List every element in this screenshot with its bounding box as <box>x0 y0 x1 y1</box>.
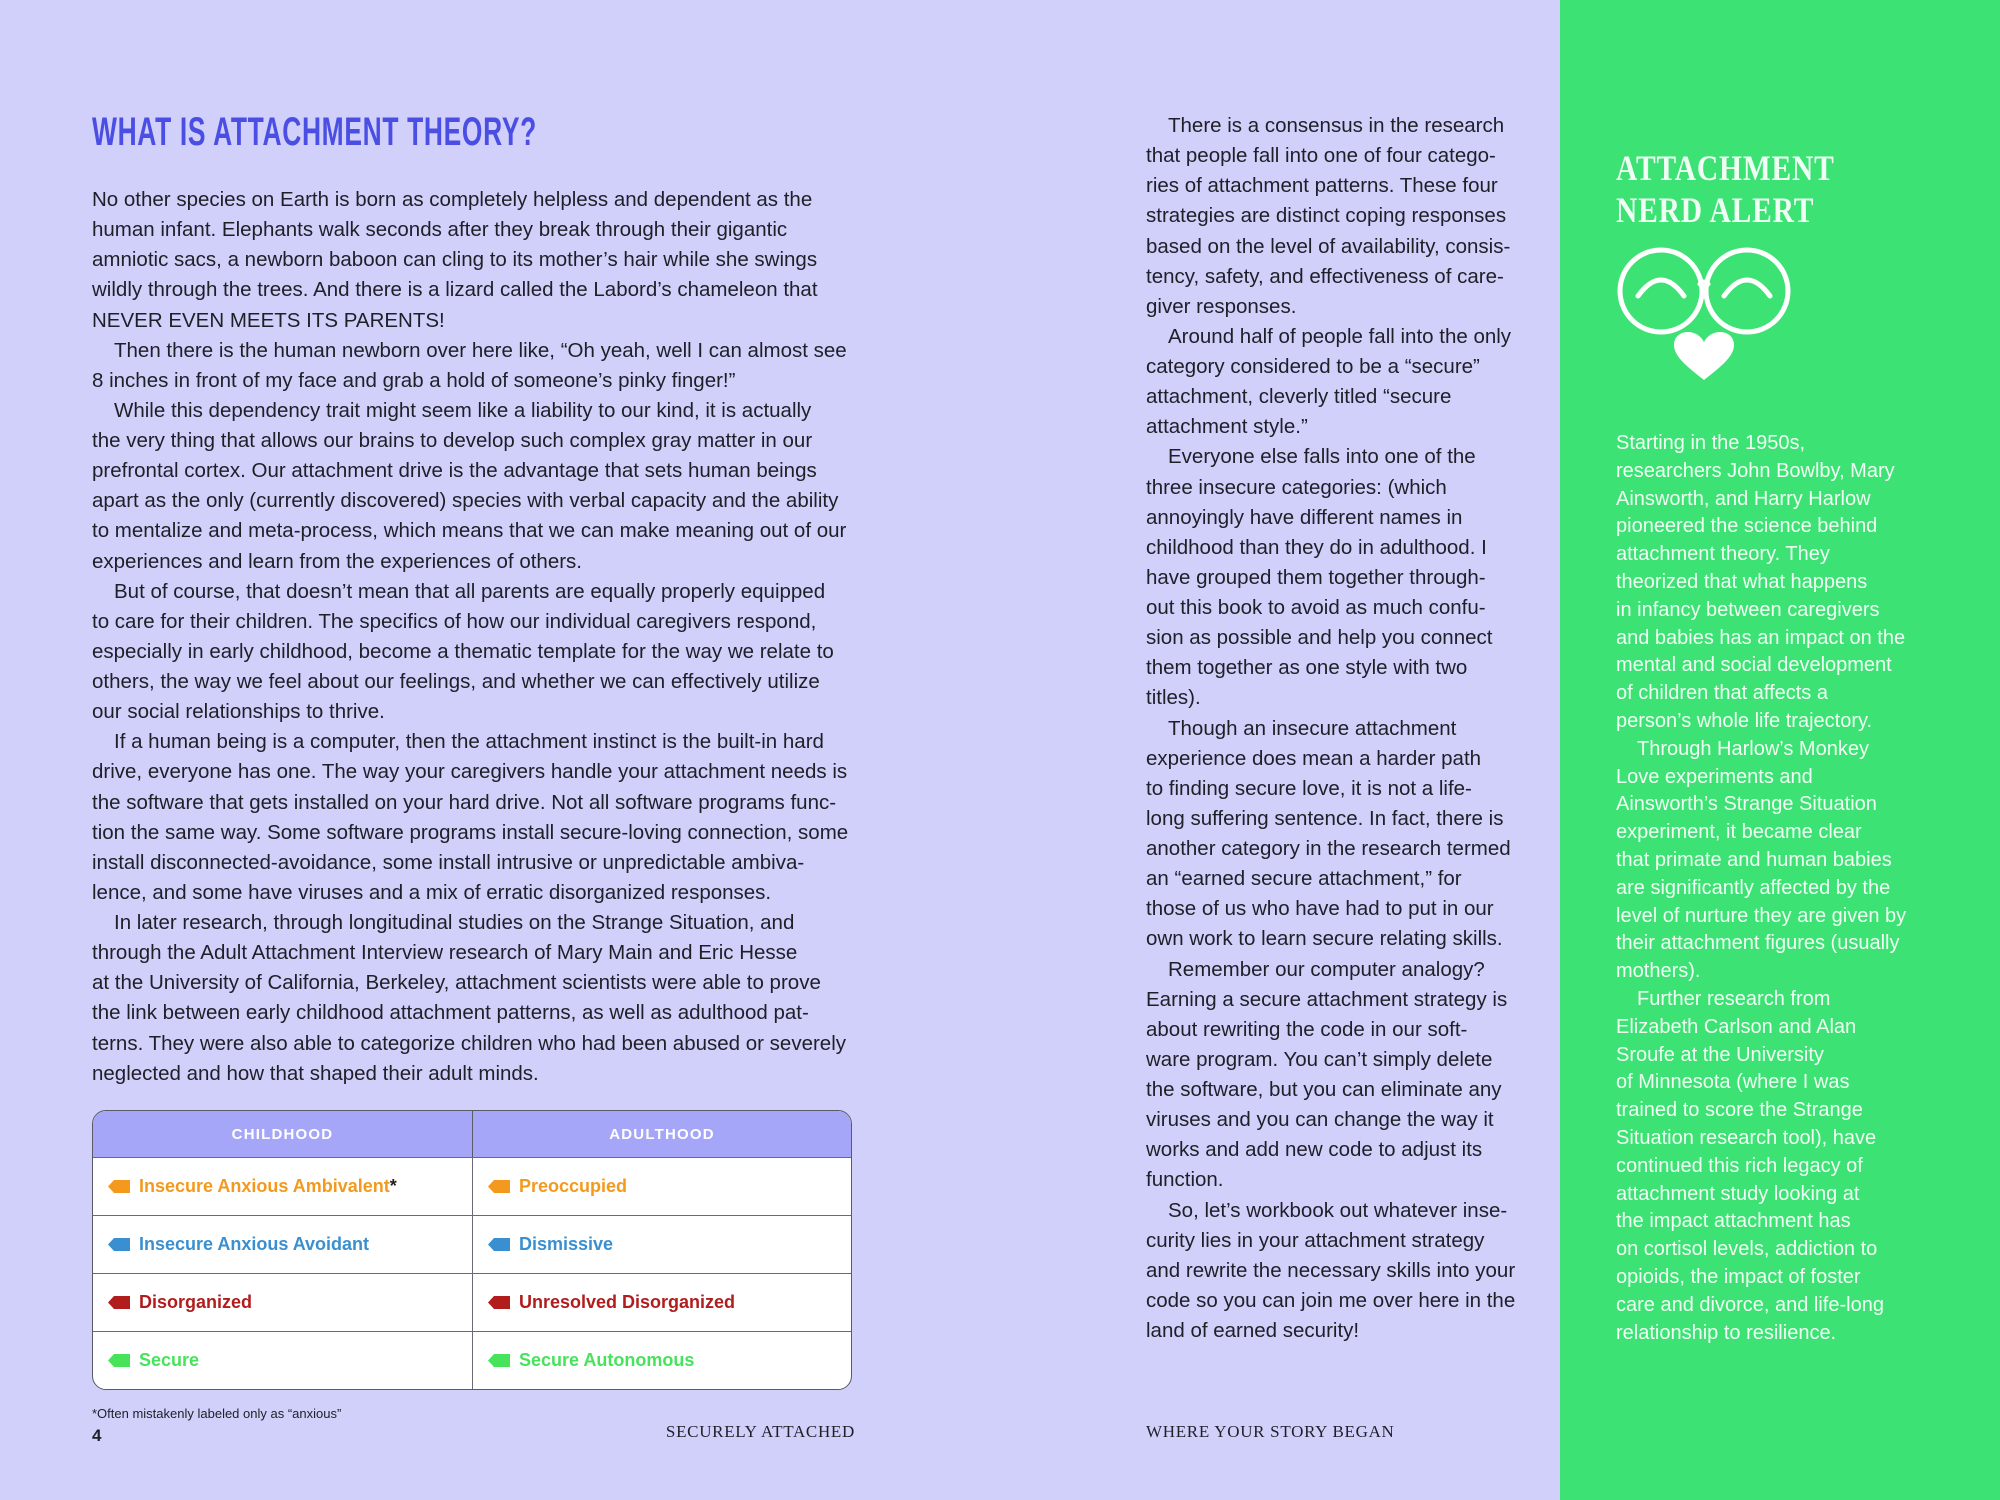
text-line: land of earned security! <box>1146 1319 1360 1342</box>
text-line: three insecure categories: (which <box>1146 475 1447 499</box>
tag-icon <box>488 1238 510 1251</box>
table-row <box>93 1215 851 1273</box>
text-line: drive, everyone has one. The way your caregivers handle your attachment needs is <box>92 760 848 784</box>
text-line: their attachment figures (usually <box>1616 932 1900 955</box>
text-line: Starting in the 1950s, <box>1616 432 1806 454</box>
text-line: others, the way we feel about our feelings, and whether we can effectively utilize <box>92 670 820 693</box>
body-paragraph <box>92 396 862 577</box>
text-line: continued this rich legacy of <box>1616 1154 1863 1177</box>
text-line: wildly through the trees. And there is a lizard called the Labord’s chameleon that <box>92 278 818 302</box>
body-paragraph <box>1146 442 1546 713</box>
text-line: in infancy between caregivers <box>1616 598 1880 621</box>
text-line: childhood than they do in adulthood. I <box>1146 535 1487 559</box>
text-line: Then there is the human newborn over here like, “Oh yeah, well I can almost see <box>114 338 847 362</box>
sidebar-title-line: NERD ALERT <box>1616 190 1815 230</box>
text-line: mental and social development <box>1616 654 1892 677</box>
text-line: Ainsworth’s Strange Situation <box>1616 793 1877 816</box>
table-header-row <box>93 1111 851 1157</box>
text-line: the impact attachment has <box>1616 1210 1851 1233</box>
text-line: works and add new code to adjust its <box>1146 1138 1483 1162</box>
text-line: pioneered the science behind <box>1616 515 1878 538</box>
text-line: the link between early childhood attachment patterns, as well as adulthood pat- <box>92 1001 809 1025</box>
text-line: annoyingly have different names in <box>1146 505 1463 529</box>
heart-icon <box>1674 332 1734 380</box>
body-paragraph <box>1616 736 1956 986</box>
adulthood-label: Dismissive <box>519 1234 614 1254</box>
table-row <box>93 1331 851 1389</box>
text-line: Everyone else falls into one of the <box>1168 445 1476 469</box>
text-line: strategies are distinct coping responses <box>1146 204 1507 228</box>
body-paragraph <box>1146 955 1546 1196</box>
text-line: Love experiments and <box>1616 765 1813 788</box>
text-line: terns. They were also able to categorize children who had been abused or severely <box>92 1031 847 1055</box>
text-line: tion the same way. Some software programs install secure-loving connection, some <box>92 820 849 844</box>
text-line: and rewrite the necessary skills into your <box>1146 1258 1516 1282</box>
attachment-styles-table <box>92 1110 852 1390</box>
text-line: to finding secure love, it is not a life- <box>1146 776 1472 800</box>
adulthood-label: Unresolved Disorganized <box>519 1292 736 1312</box>
text-line: viruses and you can change the way it <box>1146 1108 1494 1132</box>
body-paragraph <box>92 336 862 396</box>
text-line: If a human being is a computer, then the attachment instinct is the built-in hard <box>114 730 824 754</box>
body-paragraph <box>92 727 862 908</box>
adulthood-cell <box>472 1274 851 1331</box>
text-line: amniotic sacs, a newborn baboon can cling to its mother’s hair while she swings <box>92 248 818 272</box>
text-line: have grouped them together through- <box>1146 565 1486 589</box>
text-line: category considered to be a “secure” <box>1146 355 1480 378</box>
childhood-label: Insecure Anxious Ambivalent <box>139 1176 390 1196</box>
childhood-column-header: CHILDHOOD <box>231 1125 334 1143</box>
body-paragraph <box>1616 986 1956 1347</box>
text-line: experiences and learn from the experiences of others. <box>92 549 582 573</box>
text-line: based on the level of availability, consis- <box>1146 234 1511 258</box>
text-line: giver responses. <box>1146 294 1297 318</box>
text-line: Ainsworth, and Harry Harlow <box>1616 487 1871 510</box>
text-line: 8 inches in front of my face and grab a hold of someone’s pinky finger!” <box>92 368 736 392</box>
text-line: ries of attachment patterns. These four <box>1146 174 1498 198</box>
text-line: apart as the only (currently discovered) species with verbal capacity and the ability <box>92 489 839 513</box>
text-line: Elizabeth Carlson and Alan <box>1616 1015 1857 1038</box>
text-line: But of course, that doesn’t mean that all parents are equally properly equipped <box>114 579 826 603</box>
text-line: function. <box>1146 1168 1224 1192</box>
text-line: that primate and human babies <box>1616 848 1892 871</box>
body-paragraph <box>1146 714 1546 955</box>
body-paragraph <box>92 185 862 336</box>
childhood-cell <box>93 1216 472 1273</box>
adulthood-cell <box>472 1158 851 1215</box>
text-line: While this dependency trait might seem like a liability to our kind, it is actually <box>114 398 812 422</box>
text-line: Earning a secure attachment strategy is <box>1146 987 1508 1011</box>
glasses-icon <box>1620 250 1788 332</box>
text-line: another category in the research termed <box>1146 837 1511 860</box>
text-line: relationship to resilience. <box>1616 1321 1837 1344</box>
text-line: the very thing that allows our brains to develop such complex gray matter in our <box>92 429 813 452</box>
text-line: theorized that what happens <box>1616 570 1868 593</box>
text-line: through the Adult Attachment Interview research of Mary Main and Eric Hesse <box>92 941 798 965</box>
tag-icon <box>108 1238 130 1251</box>
footnote-marker: * <box>389 1176 397 1196</box>
text-line: to care for their children. The specifics of how our individual caregivers respond, <box>92 609 817 633</box>
body-column-right <box>1146 111 1546 1346</box>
adulthood-label: Secure Autonomous <box>519 1350 695 1370</box>
text-line: long suffering sentence. In fact, there is <box>1146 806 1504 830</box>
adulthood-label: Preoccupied <box>519 1176 628 1196</box>
text-line: curity lies in your attachment strategy <box>1146 1228 1485 1252</box>
text-line: install disconnected-avoidance, some install intrusive or unpredictable ambiva- <box>92 850 805 874</box>
text-line: especially in early childhood, become a thematic template for the way we relate to <box>92 639 834 663</box>
text-line: attachment study looking at <box>1616 1182 1860 1205</box>
table-row <box>93 1157 851 1215</box>
text-line: Further research from <box>1637 987 1831 1010</box>
text-line: experiment, it became clear <box>1616 821 1862 844</box>
text-line: out this book to avoid as much confu- <box>1146 596 1486 619</box>
text-line: No other species on Earth is born as completely helpless and dependent as the <box>92 188 813 211</box>
text-line: level of nurture they are given by <box>1616 904 1907 927</box>
text-line: code so you can join me over here in the <box>1146 1288 1516 1312</box>
text-line: an “earned secure attachment,” for <box>1146 867 1462 891</box>
childhood-label: Disorganized <box>139 1292 253 1312</box>
body-paragraph <box>92 908 862 1089</box>
text-line: attachment theory. They <box>1616 543 1830 566</box>
text-line: of Minnesota (where I was <box>1616 1071 1850 1094</box>
text-line: trained to score the Strange <box>1616 1099 1863 1122</box>
childhood-label: Secure <box>139 1350 200 1370</box>
childhood-cell <box>93 1274 472 1331</box>
body-paragraph <box>1616 430 1956 736</box>
body-column-left <box>92 185 862 1089</box>
text-line: to mentalize and meta-process, which means that we can make meaning out of our <box>92 519 847 543</box>
text-line: tency, safety, and effectiveness of care- <box>1146 264 1504 288</box>
text-line: ware program. You can’t simply delete <box>1146 1047 1493 1071</box>
text-line: care and divorce, and life-long <box>1616 1293 1884 1316</box>
text-line: our social relationships to thrive. <box>92 700 385 724</box>
childhood-label: Insecure Anxious Avoidant <box>139 1234 370 1254</box>
text-line: NEVER EVEN MEETS ITS PARENTS! <box>92 308 445 332</box>
body-paragraph <box>1146 322 1546 443</box>
table-row <box>93 1273 851 1331</box>
text-line: attachment, cleverly titled “secure <box>1146 385 1452 409</box>
tag-icon <box>108 1180 130 1193</box>
text-line: and babies has an impact on the <box>1616 626 1906 649</box>
page-title: WHAT IS ATTACHMENT THEORY? <box>92 110 537 154</box>
text-line: Remember our computer analogy? <box>1168 957 1485 981</box>
text-line: lence, and some have viruses and a mix of erratic disorganized responses. <box>92 880 772 904</box>
text-line: them together as one style with two <box>1146 656 1468 680</box>
tag-icon <box>488 1180 510 1193</box>
text-line: the software that gets installed on your hard drive. Not all software programs func- <box>92 790 837 814</box>
text-line: human infant. Elephants walk seconds after they break through their gigantic <box>92 218 788 242</box>
adulthood-column-header: ADULTHOOD <box>472 1111 851 1157</box>
body-paragraph <box>92 577 862 728</box>
text-line: on cortisol levels, addiction to <box>1616 1238 1878 1261</box>
text-line: opioids, the impact of foster <box>1616 1265 1861 1288</box>
text-line: are significantly affected by the <box>1616 876 1891 899</box>
tag-icon <box>488 1296 510 1309</box>
text-line: Situation research tool), have <box>1616 1126 1877 1149</box>
text-line: titles). <box>1146 686 1201 710</box>
text-line: researchers John Bowlby, Mary <box>1616 459 1895 482</box>
text-line: sion as possible and help you connect <box>1146 626 1493 650</box>
text-line: those of us who have had to put in our <box>1146 897 1494 921</box>
tag-icon <box>108 1296 130 1309</box>
body-paragraph <box>1146 1196 1546 1347</box>
text-line: experience does mean a harder path <box>1146 746 1482 770</box>
adulthood-cell <box>472 1216 851 1273</box>
text-line: attachment style.” <box>1146 415 1308 439</box>
childhood-cell <box>93 1158 472 1215</box>
text-line: person’s whole life trajectory. <box>1616 709 1873 732</box>
text-line: Through Harlow’s Monkey <box>1637 737 1869 760</box>
text-line: In later research, through longitudinal studies on the Strange Situation, and <box>114 911 795 934</box>
text-line: prefrontal cortex. Our attachment drive is the advantage that sets human beings <box>92 459 817 483</box>
text-line: neglected and how that shaped their adult minds. <box>92 1061 539 1085</box>
text-line: at the University of California, Berkeley, attachment scientists were able to prove <box>92 971 821 995</box>
sidebar-body <box>1616 430 1956 1347</box>
body-paragraph <box>1146 111 1546 322</box>
running-head-right: WHERE YOUR STORY BEGAN <box>1146 1422 1395 1441</box>
page-number: 4 <box>92 1426 102 1445</box>
text-line: the software, but you can eliminate any <box>1146 1078 1502 1101</box>
text-line: mothers). <box>1616 960 1701 983</box>
text-line: about rewriting the code in our soft- <box>1146 1017 1468 1041</box>
childhood-cell <box>93 1332 472 1389</box>
adulthood-cell <box>472 1332 851 1389</box>
sidebar-title-line: ATTACHMENT <box>1616 148 1835 188</box>
text-line: There is a consensus in the research <box>1168 114 1505 137</box>
glasses-heart-icon <box>1616 244 1806 389</box>
text-line: Though an insecure attachment <box>1168 716 1457 740</box>
text-line: own work to learn secure relating skills. <box>1146 927 1503 951</box>
sidebar-title <box>1616 147 1835 231</box>
table-footnote: *Often mistakenly labeled only as “anxious” <box>92 1406 342 1421</box>
running-head-left: SECURELY ATTACHED <box>665 1422 855 1441</box>
text-line: of children that affects a <box>1616 682 1828 705</box>
tag-icon <box>488 1354 510 1367</box>
tag-icon <box>108 1354 130 1367</box>
text-line: Sroufe at the University <box>1616 1043 1824 1066</box>
text-line: that people fall into one of four catego- <box>1146 144 1496 168</box>
text-line: So, let’s workbook out whatever inse- <box>1168 1198 1508 1222</box>
text-line: Around half of people fall into the only <box>1168 324 1512 348</box>
